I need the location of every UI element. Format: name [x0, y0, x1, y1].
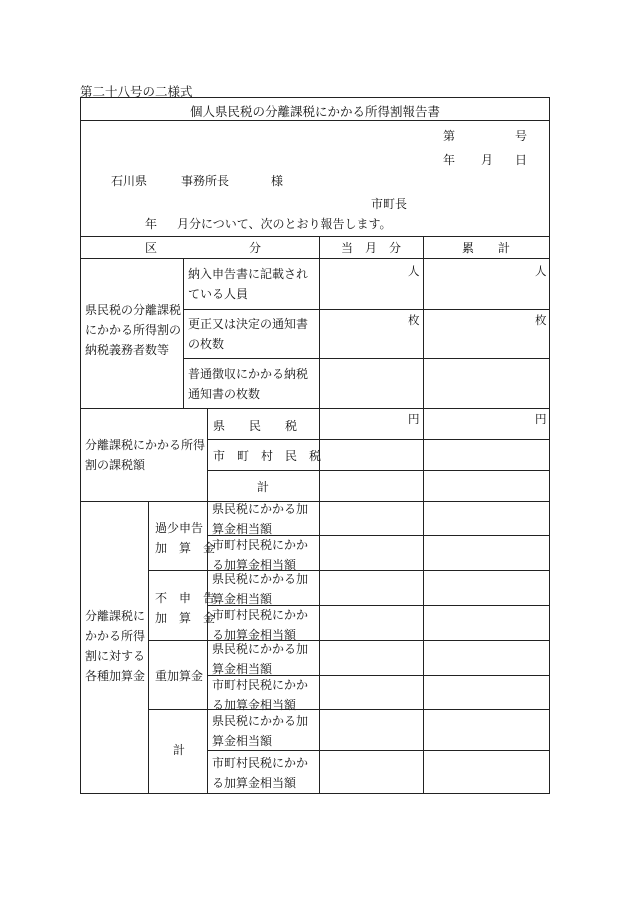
- section2-row-1-unit-current: 円: [408, 412, 420, 426]
- section1-label-line-3: 納税義務者数等: [85, 343, 170, 357]
- section3-label: [85, 606, 145, 686]
- section2-row-2-label: 市 町 村 民 税: [213, 449, 322, 463]
- sender-mayor: 市町長: [371, 197, 408, 211]
- group-heavy-penalty-city-line-2: る加算金相当額: [212, 698, 297, 712]
- group-total-pref-line-2: 算金相当額: [212, 734, 273, 748]
- section3-label-line-1: 分離課税に: [85, 609, 146, 623]
- group-underreporting-pref-line-1: 県民税にかかる加: [212, 502, 309, 516]
- section2-label: [85, 435, 205, 475]
- group-underreporting-label: [155, 518, 215, 558]
- report-form: [80, 97, 550, 794]
- section1-row-1-label: [188, 264, 308, 304]
- section3-label-line: [148, 501, 149, 793]
- section1-label-line-1: 県民税の分離課税: [85, 303, 182, 317]
- section1-row-1-divider: [183, 309, 549, 310]
- group-total-label: 計: [173, 743, 186, 757]
- group-heavy-penalty-pref-line-2: 算金相当額: [212, 662, 273, 676]
- recipient-prefecture: 石川県: [111, 174, 148, 188]
- section2-row-1-unit-cumulative: 円: [535, 412, 547, 426]
- section1-row-2-divider: [183, 358, 549, 359]
- title-divider: [81, 120, 549, 121]
- recipient-office-chief: 事務所長: [181, 174, 230, 188]
- column-header-divider: [81, 258, 549, 259]
- section2-bottom-border: [81, 501, 549, 502]
- section3-label-line-4: 各種加算金: [85, 669, 146, 683]
- group-nonfiling-pref-line-2: 算金相当額: [212, 592, 273, 606]
- section1-label-line-2: にかかる所得割の: [85, 323, 182, 337]
- group-nonfiling-pref-line-1: 県民税にかかる加: [212, 572, 309, 586]
- section2-total-label: 計: [257, 480, 270, 494]
- section1-row-2-unit-current: 枚: [408, 313, 420, 327]
- group-total-city-row: [212, 753, 308, 793]
- group-total-city-line-2: る加算金相当額: [212, 776, 297, 790]
- section1-label-line: [183, 258, 184, 408]
- group-heavy-penalty-city-line-1: 市町村民税にかか: [212, 678, 309, 692]
- section1-row-2-label: [188, 314, 308, 354]
- section1-row-2-label-line-2: の枚数: [188, 337, 225, 351]
- section3-label-line-2: かかる所得: [85, 629, 146, 643]
- section1-row-2-unit-cumulative: 枚: [535, 313, 547, 327]
- group-underreporting-label-line-1: 過少申告: [155, 521, 204, 535]
- section1-row-2-label-line-1: 更正又は決定の通知書: [188, 317, 309, 331]
- section1-row-1-unit-cumulative: 人: [535, 264, 547, 278]
- date-year: 年: [443, 153, 456, 167]
- section2-row-1-divider: [207, 439, 549, 440]
- column-header-current-month: 当 月 分: [340, 241, 401, 255]
- group-heavy-penalty-pref-line-1: 県民税にかかる加: [212, 642, 309, 656]
- group-underreporting-label-line-2: 加 算 金: [155, 541, 216, 555]
- header-divider: [81, 236, 549, 237]
- recipient-honorific: 様: [271, 174, 284, 188]
- section1-row-3-label: [188, 364, 308, 404]
- group-nonfiling-label-line-2: 加 算 金: [155, 611, 216, 625]
- group-underreporting-bottom-divider: [148, 570, 549, 571]
- section1-row-1-label-line-2: ている人員: [188, 287, 249, 301]
- date-month: 月: [481, 153, 494, 167]
- group-total-mid-divider: [207, 750, 549, 751]
- group-nonfiling-label: [155, 588, 215, 628]
- section2-row-2-divider: [207, 470, 549, 471]
- group-heavy-penalty-pref-row: [212, 639, 308, 679]
- column-header-kubun-right: 分: [249, 241, 262, 255]
- section1-bottom-border: [81, 408, 549, 409]
- date-day: 日: [515, 153, 528, 167]
- group-heavy-penalty-bottom-divider: [148, 709, 549, 710]
- group-underreporting-pref-line-2: 算金相当額: [212, 522, 273, 536]
- column-header-kubun-left: 区: [145, 241, 158, 255]
- group-nonfiling-pref-row: [212, 569, 308, 609]
- group-nonfiling-city-line-2: る加算金相当額: [212, 628, 297, 642]
- group-total-pref-row: [212, 711, 308, 751]
- report-year: 年: [145, 217, 158, 231]
- column-header-cumulative: 累 計: [461, 241, 510, 255]
- section2-row-1-label: 県 民 税: [213, 419, 298, 433]
- section1-row-3-label-line-2: 通知書の枚数: [188, 387, 261, 401]
- group-nonfiling-bottom-divider: [148, 640, 549, 641]
- group-underreporting-city-line-1: 市町村民税にかか: [212, 538, 309, 552]
- number-suffix: 号: [515, 129, 528, 143]
- form-number-label: 第二十八号の二様式: [80, 84, 193, 99]
- group-heavy-penalty-label: 重加算金: [155, 669, 204, 683]
- group-nonfiling-city-line-1: 市町村民税にかか: [212, 608, 309, 622]
- section2-label-line-2: 割の課税額: [85, 458, 146, 472]
- group-underreporting-pref-row: [212, 499, 308, 539]
- section1-row-1-label-line-1: 納入申告書に記載され: [188, 267, 309, 281]
- section2-label-line: [207, 408, 208, 501]
- section1-label: [85, 300, 181, 360]
- group-nonfiling-label-line-1: 不 申 告: [155, 591, 216, 605]
- section2-label-line-1: 分離課税にかかる所得: [85, 438, 206, 452]
- form-title: 個人県民税の分離課税にかかる所得割報告書: [189, 104, 440, 119]
- section3-label-line-3: 割に対する: [85, 649, 146, 663]
- report-statement: 月分について、次のとおり報告します。: [177, 217, 392, 231]
- section1-row-3-label-line-1: 普通徴収にかかる納税: [188, 367, 309, 381]
- group-underreporting-city-line-2: る加算金相当額: [212, 558, 297, 572]
- section1-row-1-unit-current: 人: [408, 264, 420, 278]
- group-total-pref-line-1: 県民税にかかる加: [212, 714, 309, 728]
- number-prefix: 第: [443, 129, 456, 143]
- group-total-city-line-1: 市町村民税にかか: [212, 756, 309, 770]
